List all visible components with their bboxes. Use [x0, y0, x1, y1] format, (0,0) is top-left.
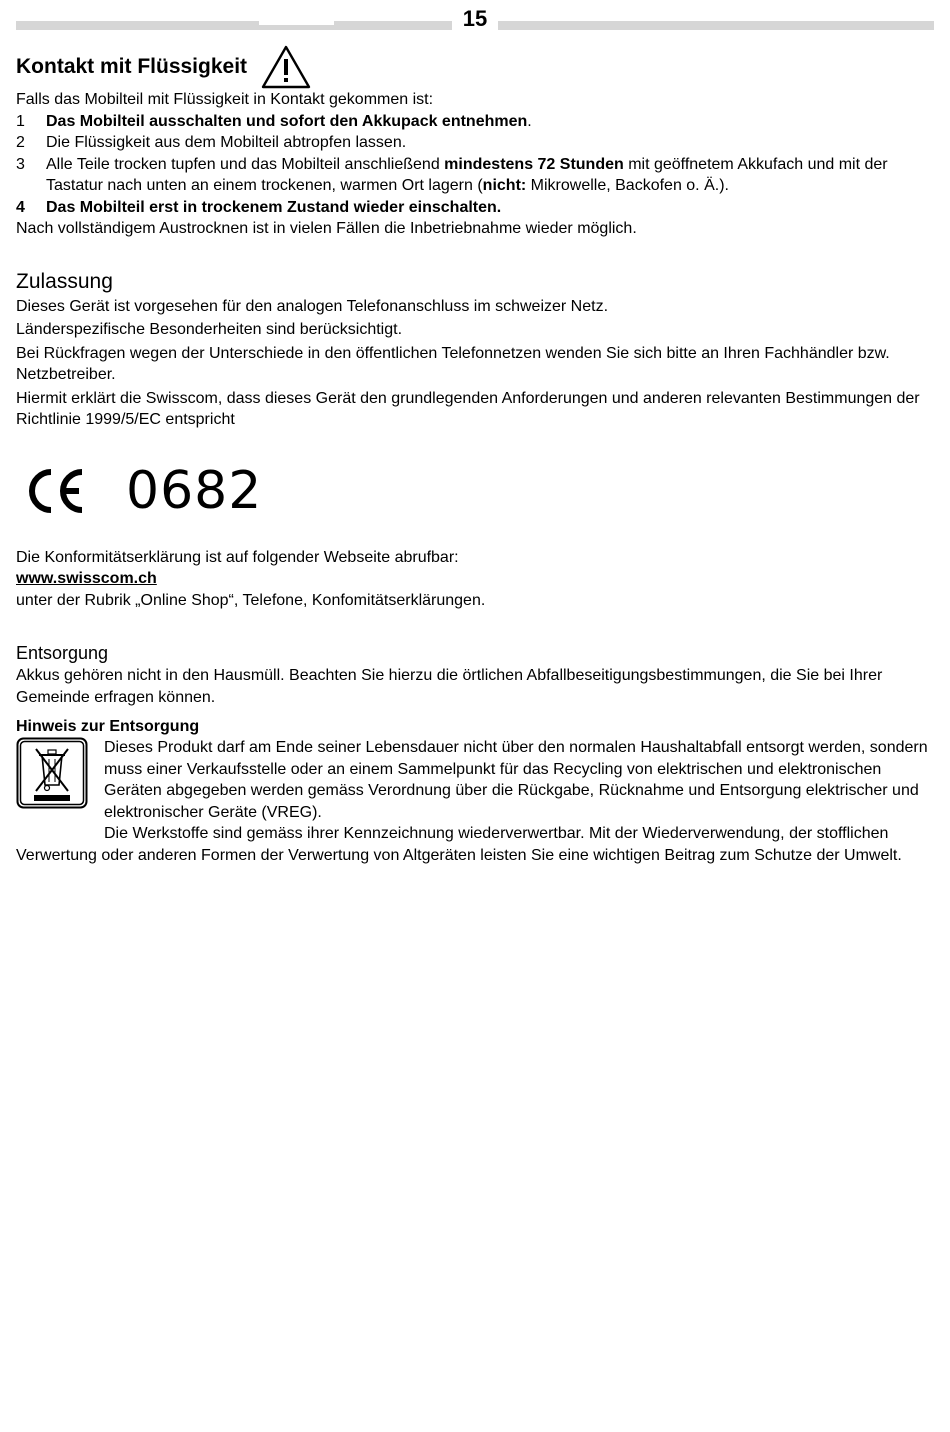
disposal-text: Akkus gehören nicht in den Hausmüll. Beachten Sie hierzu die örtlichen Abfallbeseitigungsbestimmungen, die Sie bei Ihrer Gemeinde erfragen können.: [16, 667, 883, 706]
section-liquid-title: Kontakt mit Flüssigkeit: [16, 55, 248, 78]
conformity-text: Die Konformitätserklärung ist auf folgender Webseite abrufbar:: [16, 548, 459, 566]
approval-line: Hiermit erklärt die Swisscom, dass dieses Gerät den grundlegenden Anforderungen und anderen relevanten Bestimmungen der Richtlinie 1999/5/EC entspricht: [16, 389, 920, 428]
ce-mark-icon: [24, 466, 88, 516]
section-approval-title: Zulassung: [16, 269, 113, 293]
list-item: 2 Die Flüssigkeit aus dem Mobilteil abtropfen lassen.: [16, 134, 407, 151]
disposal-note-title: Hinweis zur Entsorgung: [16, 718, 200, 735]
page-number: 15: [462, 6, 488, 31]
list-item: 1 Das Mobilteil ausschalten und sofort den Akkupack entnehmen.: [16, 112, 532, 130]
section-disposal-title: Entsorgung: [16, 643, 109, 663]
header-bar-left: [16, 21, 452, 30]
disposal-note: [16, 737, 934, 866]
warning-triangle-icon: [261, 45, 311, 89]
disposal-note-paragraph-2: Die Werkstoffe sind gemäss ihrer Kennzeichnung wiederverwertbar. Mit der Wiederverwendung, der stofflichen Verwertung oder anderen Formen der Verwertung von Altgeräten leisten Sie eine wichtigen Beitrag zum Schutze der Umwelt.: [16, 825, 902, 864]
list-item: 4 Das Mobilteil erst in trockenem Zustand wieder einschalten.: [16, 198, 502, 216]
disposal-note-paragraph-1: Dieses Produkt darf am Ende seiner Lebensdauer nicht über den normalen Haushaltabfall entsorgt werden, sondern muss einer Verkaufsstelle oder an einem Sammelpunkt für das Recycling von elektrischen und elektronischen Geräten abgegeben werden gemäss Verordnung über die Rückgabe, Rücknahme und Entsorgung elektrischer und elektronischer Geräte (VREG).: [104, 739, 928, 821]
rubric-text: unter der Rubrik „Online Shop“, Telefone, Konfomitätserklärungen.: [16, 591, 486, 609]
list-item: 3 Alle Teile trocken tupfen und das Mobilteil anschließend mindestens 72 Stunden mit geöffnetem Akkufach und mit der Tastatur nach unten an einem trockenen, warmen Ort lagern (nicht: Mikrowelle, Backofen o. Ä.).: [16, 155, 888, 194]
liquid-steps-list: [16, 111, 934, 219]
approval-line: Länderspezifische Besonderheiten sind berücksichtigt.: [16, 321, 403, 338]
page-content: [16, 45, 934, 866]
crossed-bin-icon: [16, 737, 88, 809]
header-bar-right: [498, 21, 934, 30]
approval-line: Dieses Gerät ist vorgesehen für den analogen Telefonanschluss im schweizer Netz.: [16, 297, 609, 315]
approval-line: Bei Rückfragen wegen der Unterschiede in den öffentlichen Telefonnetzen wenden Sie sich bitte an Ihren Fachhändler bzw. Netzbetreiber.: [16, 344, 890, 383]
section-liquid-outro: Nach vollständigem Austrocknen ist in vielen Fällen die Inbetriebnahme wieder möglich.: [16, 220, 637, 237]
section-liquid-intro: Falls das Mobilteil mit Flüssigkeit in Kontakt gekommen ist:: [16, 91, 434, 108]
section-liquid-heading: [16, 45, 934, 89]
ce-mark-block: [24, 461, 934, 521]
ce-notified-body-number: 0682: [126, 460, 263, 521]
website-link[interactable]: www.swisscom.ch: [16, 570, 157, 587]
